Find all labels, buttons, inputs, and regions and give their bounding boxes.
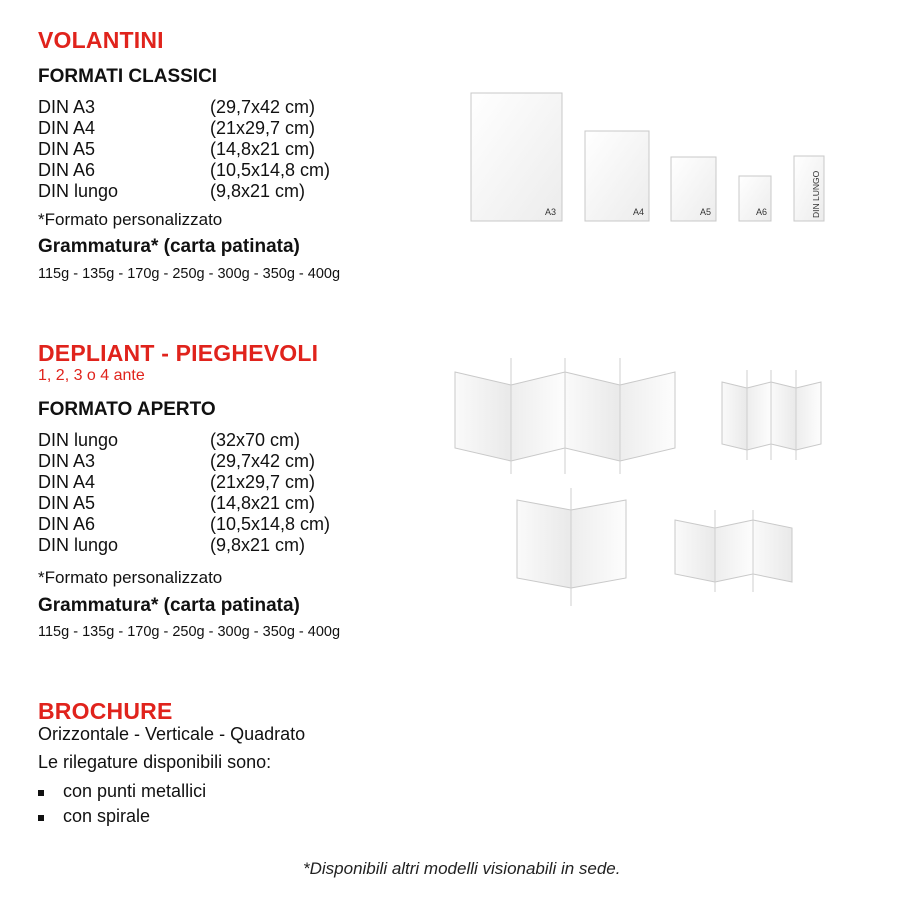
format-name: DIN A4 (38, 118, 96, 138)
format-row (38, 118, 438, 139)
binding-label: con punti metallici (63, 781, 207, 801)
brochure-orientations: Orizzontale - Verticale - Quadrato (38, 724, 306, 744)
format-name: DIN lungo (38, 535, 119, 555)
fold-2-panels (517, 488, 626, 606)
format-size: (32x70 cm) (210, 430, 301, 450)
format-name: DIN A6 (38, 514, 96, 534)
format-name: DIN lungo (38, 181, 119, 201)
binding-label: con spirale (63, 806, 151, 826)
volantini-title: VOLANTINI (38, 27, 164, 53)
fold-small-4-panels (722, 370, 821, 460)
format-size: (29,7x42 cm) (210, 97, 316, 117)
fold-4-panels (455, 358, 675, 474)
format-size: (10,5x14,8 cm) (210, 160, 331, 180)
volantini-subtitle: FORMATI CLASSICI (38, 66, 218, 87)
format-name: DIN A5 (38, 493, 96, 513)
format-row (38, 535, 438, 556)
depliant-format-title: FORMATO APERTO (38, 399, 216, 420)
list-item (38, 806, 338, 828)
label-a5: A5 (699, 207, 711, 217)
volantini-sizes-illustration (460, 85, 840, 230)
bullet-icon (38, 815, 44, 821)
label-din-lungo: DIN LUNGO (811, 170, 821, 218)
volantini-weight-title: Grammatura* (carta patinata) (38, 236, 300, 257)
depliant-custom-note: *Formato personalizzato (38, 568, 223, 587)
fold-3-panels (675, 510, 792, 592)
format-name: DIN A3 (38, 451, 96, 471)
format-size: (29,7x42 cm) (210, 451, 316, 471)
format-row (38, 430, 438, 451)
label-a6: A6 (755, 207, 767, 217)
format-size: (21x29,7 cm) (210, 472, 316, 492)
format-name: DIN A4 (38, 472, 96, 492)
format-size: (21x29,7 cm) (210, 118, 316, 138)
format-size: (10,5x14,8 cm) (210, 514, 331, 534)
bullet-icon (38, 790, 44, 796)
depliant-title: DEPLIANT - PIEGHEVOLI (38, 340, 319, 366)
label-a3: A3 (544, 207, 556, 217)
format-name: DIN lungo (38, 430, 119, 450)
format-row (38, 139, 438, 160)
format-name: DIN A5 (38, 139, 96, 159)
depliant-folds-illustration (440, 350, 840, 610)
format-name: DIN A3 (38, 97, 96, 117)
format-size: (14,8x21 cm) (210, 139, 316, 159)
volantini-weights: 115g - 135g - 170g - 250g - 300g - 350g - 400g (38, 266, 341, 282)
volantini-custom-note: *Formato personalizzato (38, 210, 223, 229)
format-row (38, 514, 438, 535)
depliant-weight-title: Grammatura* (carta patinata) (38, 595, 300, 616)
format-size: (9,8x21 cm) (210, 535, 306, 555)
format-size: (14,8x21 cm) (210, 493, 316, 513)
format-row (38, 160, 438, 181)
format-name: DIN A6 (38, 160, 96, 180)
format-size: (9,8x21 cm) (210, 181, 306, 201)
depliant-subtitle: 1, 2, 3 o 4 ante (38, 367, 145, 384)
format-row (38, 472, 438, 493)
format-row (38, 493, 438, 514)
brochure-title: BROCHURE (38, 698, 173, 724)
label-a4: A4 (632, 207, 644, 217)
format-row (38, 97, 438, 118)
footer-note: *Disponibili altri modelli visionabili in sede. (303, 859, 621, 878)
format-row (38, 181, 438, 202)
brochure-bindings-intro: Le rilegature disponibili sono: (38, 752, 272, 772)
depliant-weights: 115g - 135g - 170g - 250g - 300g - 350g - 400g (38, 624, 341, 640)
sheet-a3 (471, 93, 562, 221)
format-row (38, 451, 438, 472)
list-item (38, 781, 338, 803)
